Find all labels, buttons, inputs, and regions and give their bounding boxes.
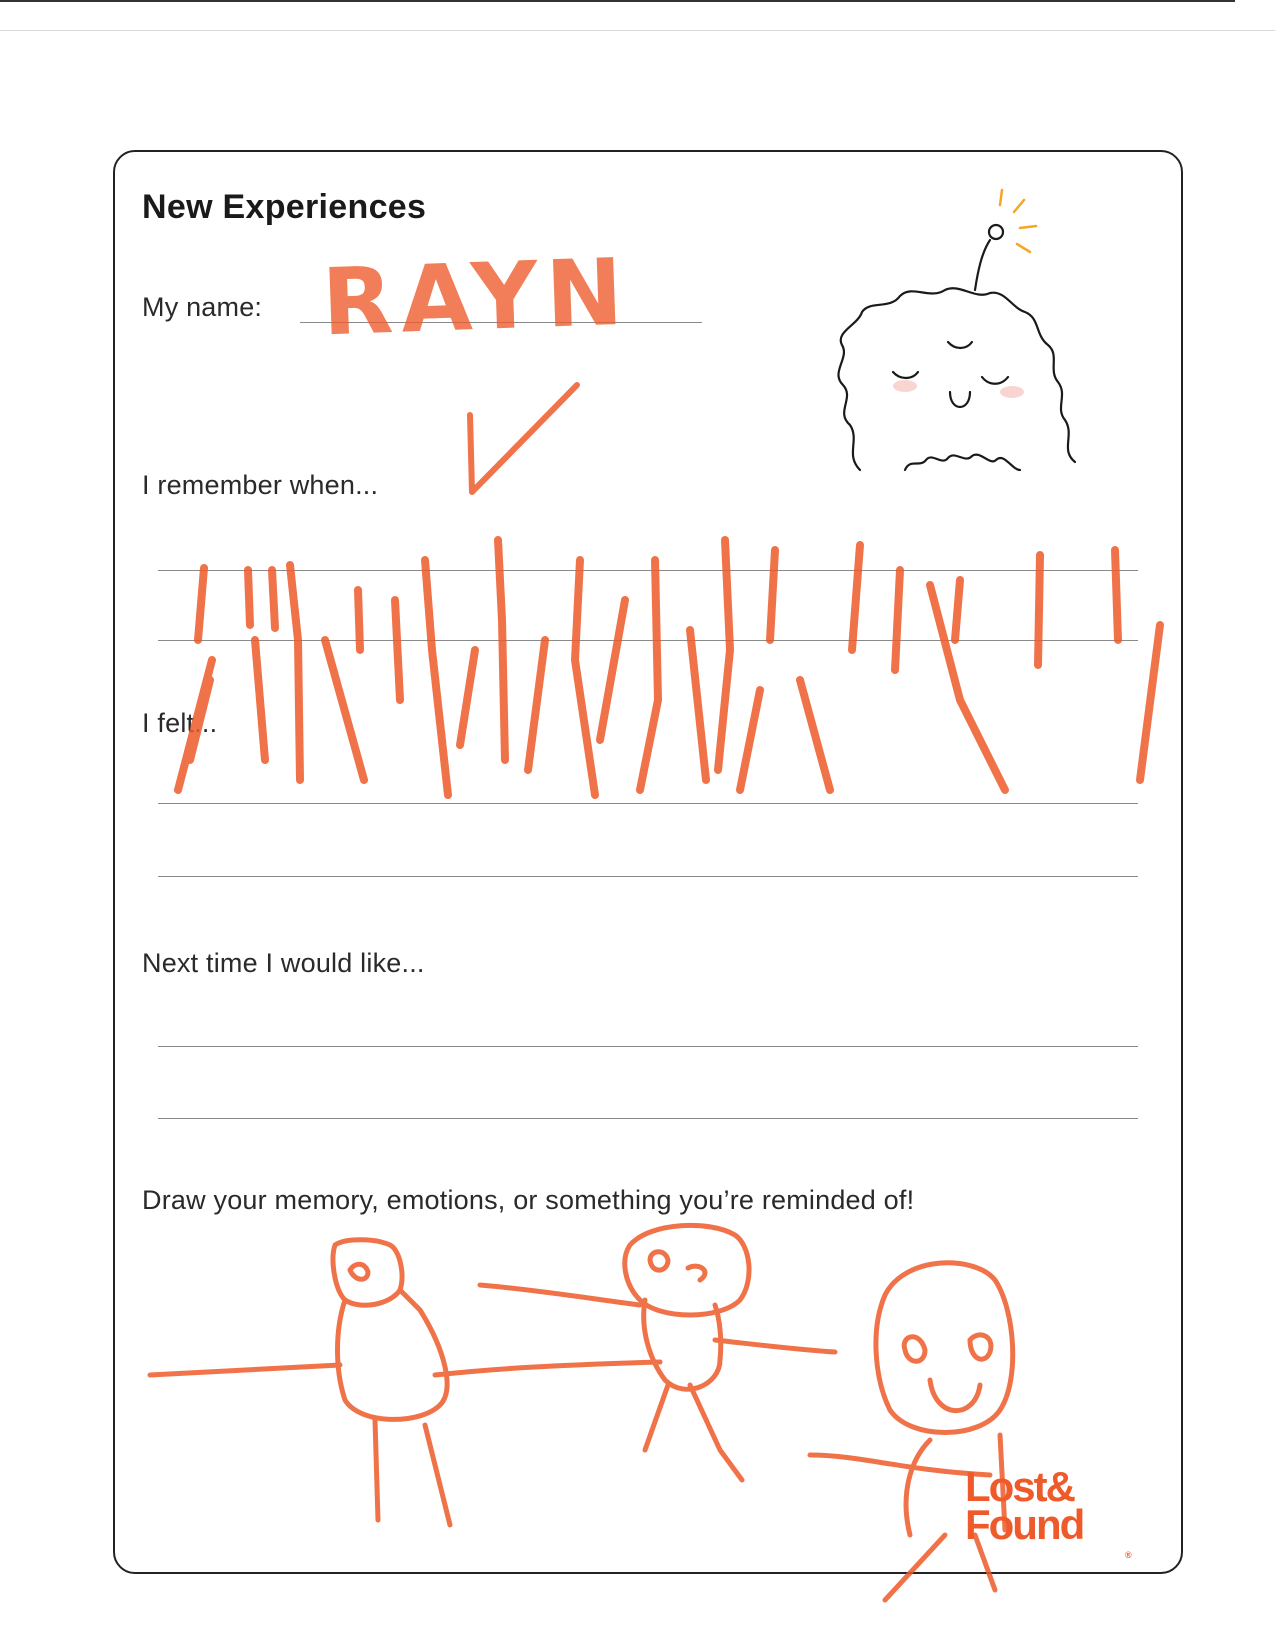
remember-label: I remember when...: [142, 470, 379, 500]
felt-label: I felt...: [142, 708, 218, 738]
lost-and-found-logo: [965, 1463, 1140, 1560]
next-time-label: Next time I would like...: [142, 948, 425, 978]
handwritten-name: RAYN: [320, 238, 633, 357]
draw-prompt-label: Draw your memory, emotions, or something you’re reminded of!: [142, 1185, 915, 1215]
crayon-stick-figures: [150, 1225, 1013, 1600]
name-label: My name:: [142, 292, 263, 322]
logo-registered-mark: ®: [1125, 1550, 1132, 1560]
worksheet-title: New Experiences: [142, 188, 427, 226]
logo-line-2: Found: [965, 1501, 1084, 1548]
crayon-check-mark: [470, 385, 577, 492]
logo-line-1: Lost&: [965, 1463, 1074, 1510]
crayon-hatching: [178, 540, 1160, 795]
